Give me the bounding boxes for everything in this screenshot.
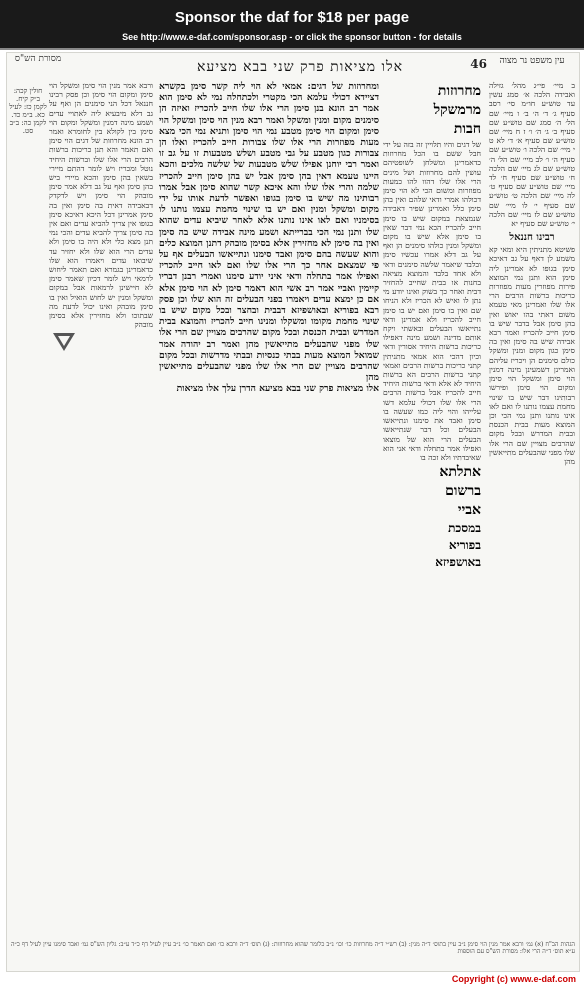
rabbeinu-chananel-title: רבינו חננאל	[509, 232, 555, 244]
sponsor-title[interactable]: Sponsor the daf for $18 per page	[174, 9, 410, 26]
sponsor-subtitle[interactable]: See http://www.e-daf.com/sponsor.asp - or click the sponsor button - for details	[122, 32, 462, 42]
page-header	[7, 53, 579, 79]
masoret-references: חולין קכה: ב״ק קיח. לקמן כז: לעיל כא. ב״מ כד. לקמן כה: ב״ב סט.	[9, 87, 47, 135]
rashi-label-9: באושפיזא	[435, 555, 481, 570]
bottom-notes: הגהות הב"ח (א) גמ׳ ורבא אמר מנין הוי סימן נ״ב עיין בתוס׳ ד״ה מנין: (ב) רש״י ד״ה מחרוזות כו׳ וכו׳ נ״ב כלומר שהוא מחרוזות: (ג) תוס׳ ד״ה ורבא כו׳ ואם תאמר כו׳ נ״ב עיין לעיל דף כ״ד ע״ב: גליון הש"ס גמ׳ ואבד סימנו עיין לעיל דף כ״ה ע״א תוס׳ ד״ה הרי אלו: מסורת הש"ס עם הוספות	[11, 941, 575, 955]
rashi-label-4: אתלתא	[439, 464, 481, 481]
gemara-column	[159, 81, 379, 821]
rashi-column	[383, 81, 481, 941]
page-title: אלו מציאות פרק שני בבא מציעא	[197, 59, 403, 75]
rashi-label-7: במסכת	[448, 521, 481, 536]
page-number: 46	[470, 57, 487, 71]
tosafot-text: ורבא אמר מנין הוי סימן ומשקל הוי סימן ומקום הוי סימן וכן פסק רבינו חננאל דכל הני סימנים הן ואף על גב דלא מיבעיא ליה לאתויי עדים ושמע מינה דמנין ומשקל ומקום הוי סימן בין לקולא בין לחומרא ואמר רב הונא מחרוזות של דגים הוי סימן ואם תאמר והא תנן כריכות ברשות הרבים הרי אלו שלו וברשות היחיד נוטל ומכריז ויש לומר דהתם מיירי בשאין בהן סימן והכא מיירי ביש בהן סימן ואף על גב דלא אמר סימן מובהק הוי סימן ויש לדקדק דבאבידה דאית בה סימן ואין בה סימן אמרינן דכל היכא דאיכא סימן בגופו אין צריך להביא עדים ואם אין בה סימן צריך להביא עדים והכי נמי תנן מצא כלי ולא היה בו סימן ולא עדים הרי הוא שלו ולא יחזיר עד שיבואו עדים ויאמרו הוא שלו כדאמרינן בגמרא ואם תאמר ליחוש לרמאי ויש לומר דכיון שאמר סימן לא חיישינן לרמאות אבל במקום ומשקל ומנין יש לחוש הואיל ואין בו סימן מובהק ואינו יכול לדעת מה שבתוכו ולא מחזירין אלא בסימן מובהק	[49, 81, 153, 330]
rashi-label-5: ברשום	[445, 483, 481, 500]
ein-mishpat-column	[489, 81, 575, 941]
masoret-header: מסורת הש"ס	[14, 54, 62, 64]
tosafot-column	[49, 81, 153, 941]
rashi-label-2: מרמשקל	[433, 102, 481, 118]
copyright-link[interactable]: Copyright (c) www.e-daf.com	[451, 974, 576, 984]
rashi-label-6: אביי	[457, 502, 481, 519]
gemara-text: ומחרוזות של דגים: אמאי לא הוי ליה קשר סימן בקשרא דציידא דכולי עלמא הכי מקטרי ולכתחלה נמי לא סימן הוא אמר רב הונא בנן סימן הרי אלו שלו חייב להכריז ואיזה הן סימנים מקום ומנין ומשקל ואמר רבא מנין הוי סימן ומשקל הוי סימן ומקום הוי סימן מטבע נמי הוי סימן ותניא נמי הכי מצא מעות מפוזרות הרי אלו שלו צבורות חייב להכריז ואלו הן צבורות כגון מטבע על גבי מטבע ושלש מטבעות זו על גב זו ואמר רבי יוחנן אפילו שלש מטבעות של שלשה מלכים והכא היינו טעמא דאין בהן סימן אבל יש בהן סימן חייב להכריז שלמה והרי אלו שלו והא איכא קשר שהוא סימן אבל אמרו רבותינו מה שיש בו סימן בגופו ואפשר לדעת אותו על ידי מקום ומשקל ומנין ואם יש בו שינוי מחמת עצמו נותנו לו בסימניו ואם לאו אינו נותנו אלא לאחר שיביא עדים שהוא שלו ותנן נמי הכי בברייתא ושמע מינה אבידה שיש בה סימן ואין בה סימן לא מחזירין אלא בסימן מובהק דתנן המוצא כלים והוא שעשה בהם סימן ואבד סימנו ונתייאשו הבעלים אף על פי שמצאם אחר כך הרי אלו שלו ואם לאו חייב להכריז ואפילו אמר בתחלה ודאי איני יודע סימנו ואמרי רבנן דבריו קיימין ואביי אמר רב אשי הוא דאמר סימן לא הוי סימן אלא אם כן ימצא עדים ויאמרו בפני הבעלים זה הוא שלו וכן פסק רבא בפוריא ובאושפיזא דבבית ובחצר ובכל מקום שיש בו שינוי מחמת מקומו ומשקלו ומנינו חייב להכריז והמוצא בבית המדרש ובבית הכנסת ובכל מקום שהרבים מצויין שם הרי אלו שלו מפני שהבעלים מתייאשין מהן ואמר רב יהודה אמר שמואל המוצא מעות בבתי כנסיות ובבתי מדרשות ובכל מקום שהרבים מצויין שם הרי אלו שלו מפני שהבעלים מתייאשין מהן	[159, 81, 379, 384]
rabbeinu-chananel-text: פשיטא מתניתין היא ומאי קא משמע לן דאף על גב דאיכא סימן בגופו לא אמרינן ליה סימן הוא ותנן נמי המוצא פירות מפוזרין מעות מפוזרות כריכות ברשות הרבים הרי אלו שלו ואמרינן מאי טעמא משום דאתי בהו יאוש ואין בהן סימן אבל בדבר שיש בו סימן חייב להכריז ואמר רבא אבידה שיש בה סימן ואין בה סימן כגון מקום ומנין ומשקל כולם סימנים הן ויכריז עליהם ואמרינן דשמעינן מינה דמנין הוי סימן ומשקל הוי סימן ומקום הוי סימן ופירשו רבותינו דבר שיש בו שינוי מחמת עצמו נותנו לו ואם לאו אינו נותנו ותנן נמי הכי וכן המוצא מעות בבית הכנסת ובבית המדרש ובכל מקום שהרבים מצויין שם הרי אלו שלו מפני שהבעלים מתייאשין מהן	[489, 245, 575, 466]
talmud-page	[6, 52, 580, 972]
ein-mishpat-text: ב מיי׳ פי״ג מהל׳ גזילה ואבידה הלכה א׳ סמג עשין עד טוש״ע חו״מ סי׳ רסב סעיף ג׳ ד׳ ה׳ ב׳ ו מיי׳ שם הל׳ ה׳ סמג שם טוש״ע שם סעיף ב׳ ג׳ ה׳ ו׳ ז ח מיי׳ שם טוש״ע שם סעיף א׳ ד׳ לא ט י מיי׳ שם הלכה ו׳ טוש״ע שם סעיף ה׳ ו׳ לב מיי׳ שם הל׳ ה׳ טוש״ע שם לג מיי׳ שם הלכה ח׳ טוש״ע שם סעיף ח׳ לד מיי׳ שם טוש״ע שם סעיף ט׳ לה מיי׳ שם הלכה ט׳ טוש״ע שם סעיף י׳ לו מיי׳ שם טוש״ע שם לז מיי׳ שם הלכה י׳ טוש״ע שם סעיף יא	[489, 81, 575, 229]
rashi-text: של דגים והיו תלויין זה בזה על ידי חבל ששם בו הכל מחרוזות כדאמרינן ומשלחן לשופטיהם עושין להם מחרוזות ושל מינים הרי אלו שלו דהוו להו כמעות מפוזרות ומשום הכי לא הוי סימן דכולהו אמרי ודאי שלהם ואין בהן סימן כלל ואמרינן שפיר דאבידה שנמצאת במקום שיש בו סימן חייב להכריז הכא נמי דבר שאין בו סימן אלא שיש בו מקום ומשקל ומנין כולהו סימנים הן ואף על גב דלא אמרו עכשיו סימן ובלבד שיאמר שלשה סימנים ודאי ולא אחד בלבד והמוצא מציאה בחנות או בבית שחייב להחזיר דבית ואחר כך בשוק ואינו יודע מי נתן לו ואיש לא הכריז ולא הניחו שם ואין בו סימן ואם יש בו סימן חייב להכריז ולא אמרינן ודאי נתייאשו הבעלים ובאשתי ויקח אותם מדינה ושמע מינה דאפילו כריכות ברשות היחיד אסורין ודאי וכיון דהכי הוא אמאי מתניתין קתני כריכות ברשות הרבים ואמאי קתני ברשות הרבים הא ברשות היחיד לא אלא ודאי ברשות היחיד חייב להכריז אבל ברשות הרבים הרי אלו שלו דכולי עלמא דשו עלייהו והוי ליה כמו שעשה בו סימן ואבד את סימנו ונתייאשו הבעלים וכל דבר שנתייאשו הבעלים הרי הוא של מוצאו ואפילו אמר בתחלה ודאי אני הוא שאיבדתיו ולא זכה בו	[383, 140, 481, 462]
rashi-label-8: בפוריא	[448, 538, 481, 553]
rashi-label-1: מחרוזות	[437, 83, 481, 99]
gemara-closing: אלו מציאות פרק שני בבא מציעא הדרן עלך אלו מציאות	[176, 383, 379, 395]
sponsor-banner[interactable]	[0, 0, 584, 50]
triangle-marker-inner	[58, 336, 70, 346]
rashi-label-3: חבות	[453, 121, 481, 137]
masoret-column	[9, 81, 47, 941]
ein-mishpat-header: עין משפט נר מצוה	[499, 56, 565, 66]
